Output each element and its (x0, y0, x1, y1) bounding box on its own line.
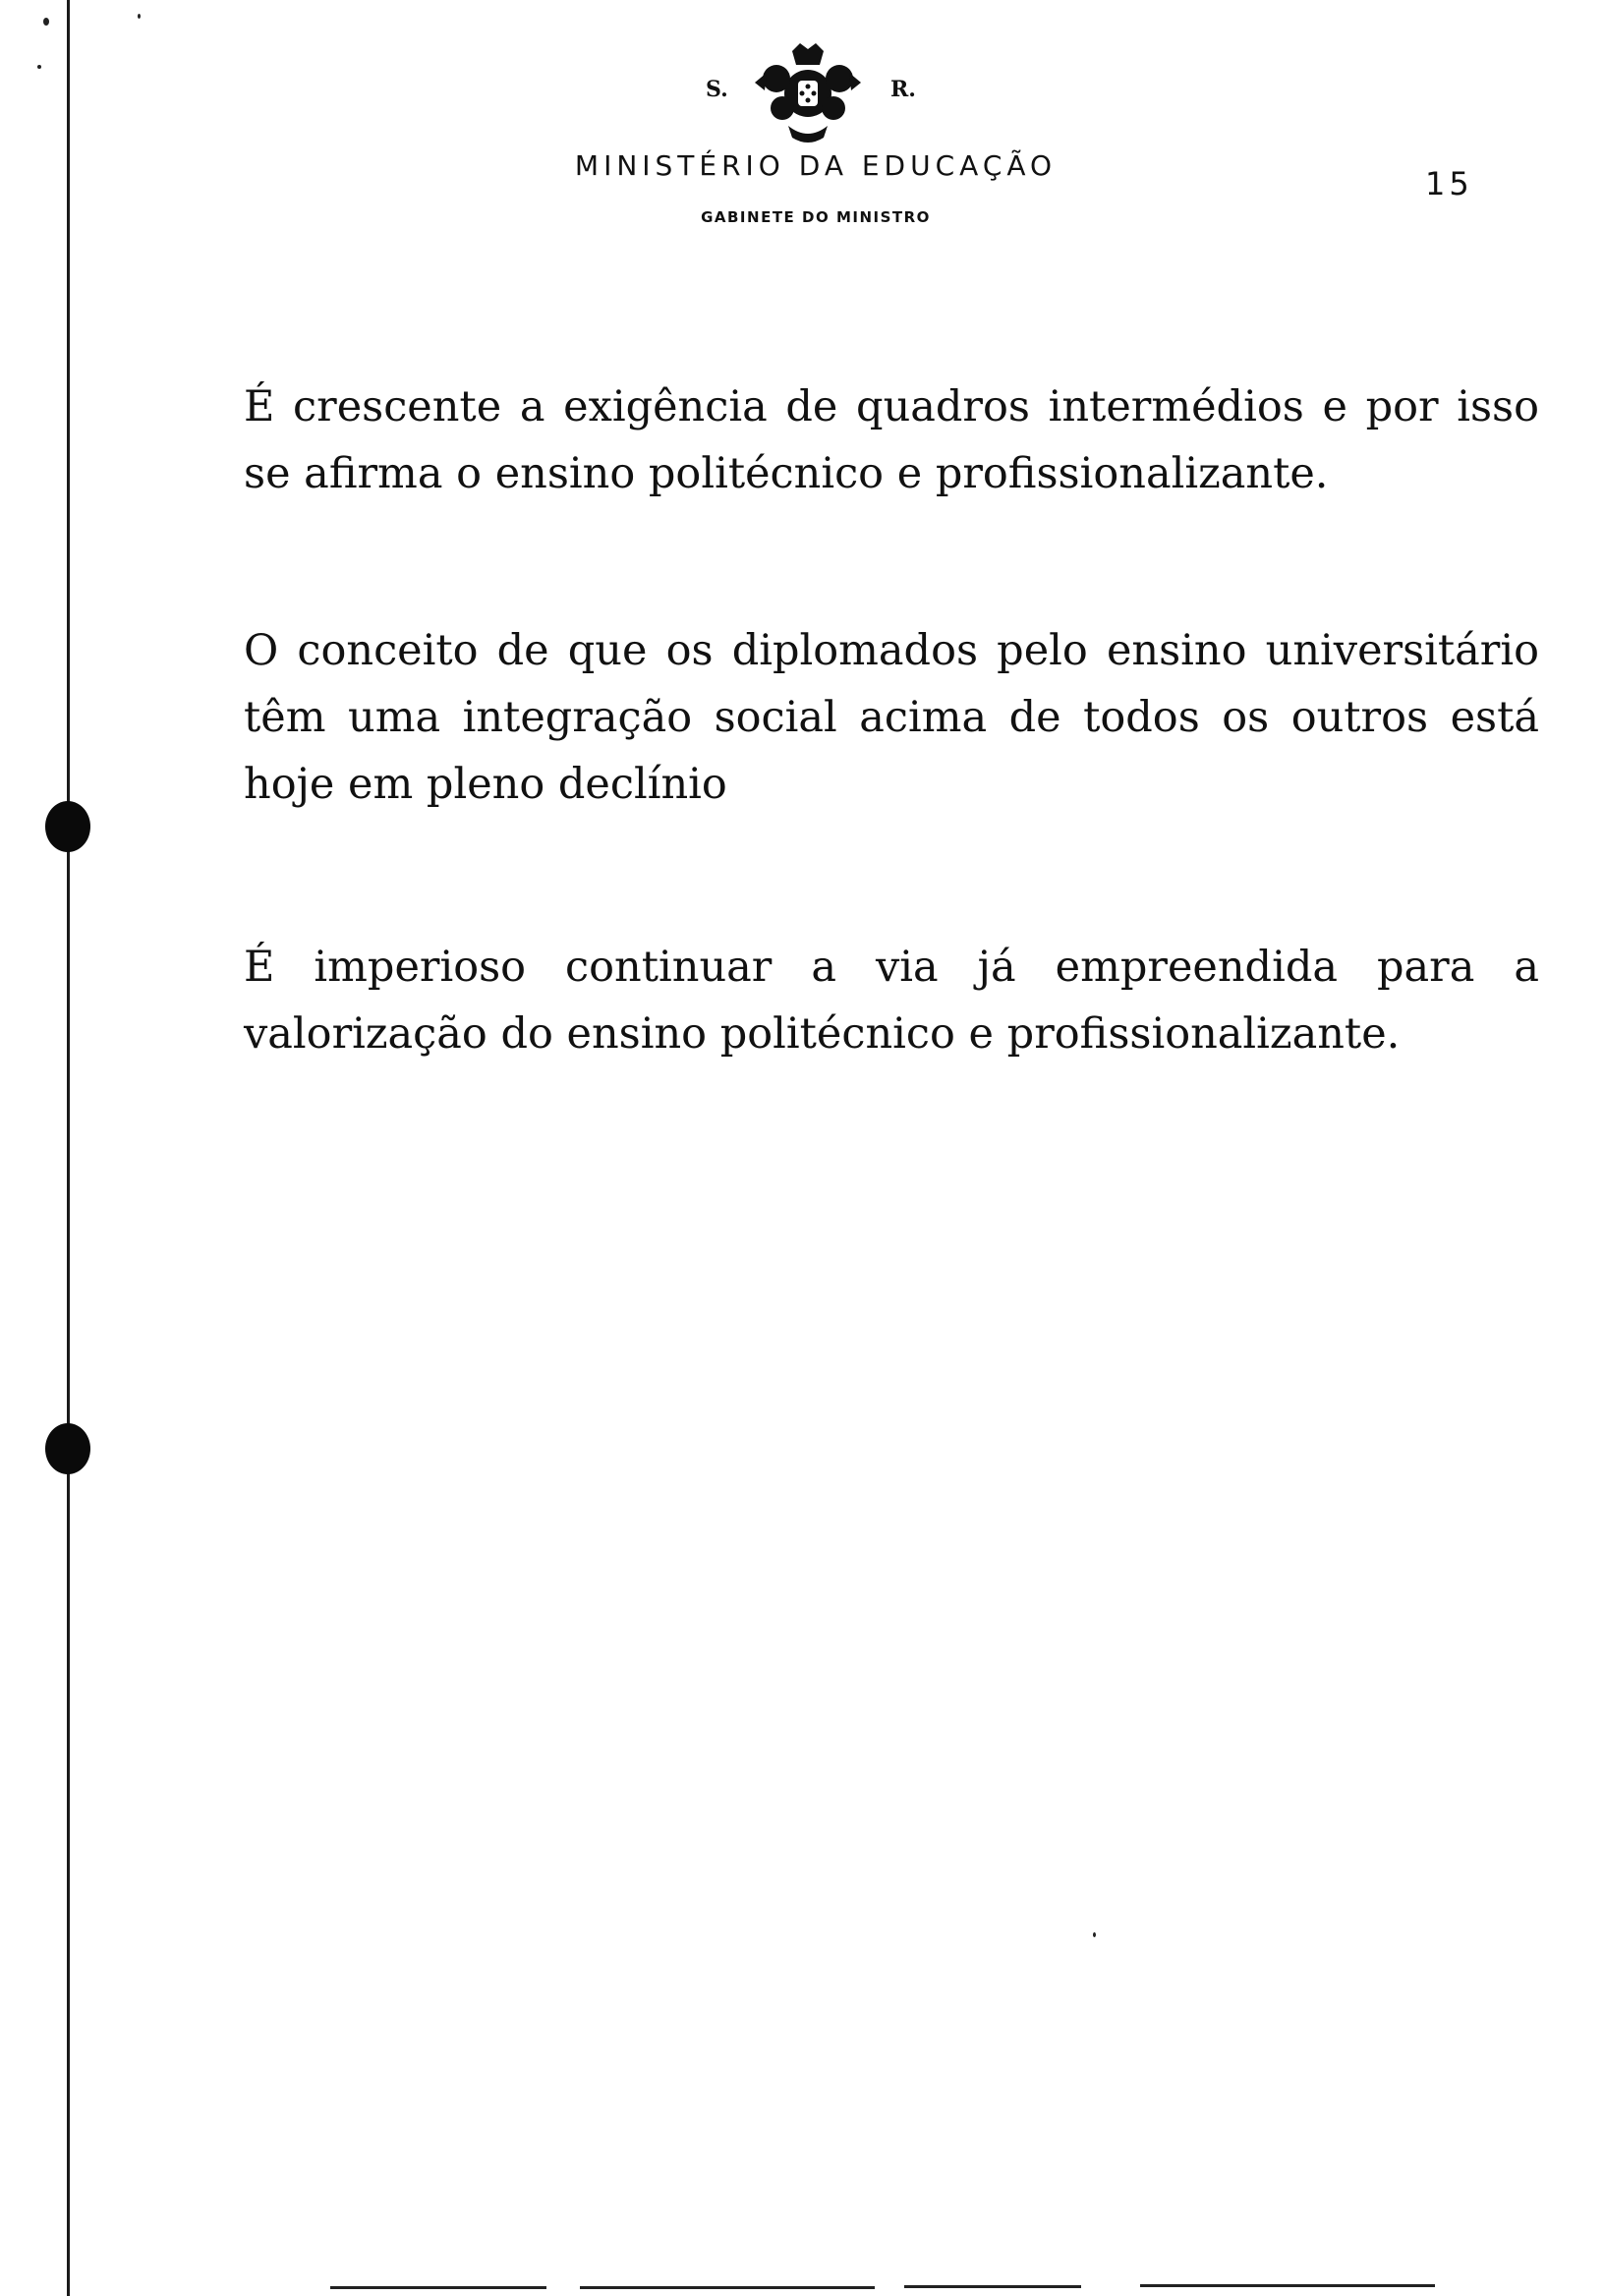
cabinet-name: GABINETE DO MINISTRO (701, 208, 931, 226)
binding-line (67, 0, 70, 2296)
paragraph-1: É crescente a exigência de quadros intermédios e por isso se afirma o ensino politécnico e profissionalizante. (244, 382, 1539, 498)
seal-letter-left: S. (706, 77, 728, 102)
paragraph-2: O conceito de que os diplomados pelo ensino universitário têm uma integração social acima de todos os outros está hoje em pleno declínio (244, 626, 1539, 809)
ministry-name: MINISTÉRIO DA EDUCAÇÃO (574, 149, 1058, 182)
scan-edge-mark (904, 2285, 1081, 2288)
letterhead (0, 39, 1604, 246)
page-number: 15 (1425, 165, 1473, 202)
punch-hole-lower (45, 1423, 90, 1474)
paragraph-3: É imperioso continuar a via já empreendida para a valorização do ensino politécnico e profissionalizante. (244, 943, 1539, 1059)
scan-speck (1093, 1932, 1096, 1937)
scan-edge-mark (1140, 2284, 1435, 2287)
seal-letter-right: R. (890, 77, 916, 102)
coat-of-arms-icon (749, 39, 867, 147)
punch-hole-upper (45, 801, 90, 852)
scan-edge-mark (580, 2286, 875, 2289)
scan-speck (43, 18, 49, 26)
scan-edge-mark (330, 2286, 546, 2289)
scan-speck (138, 14, 141, 19)
